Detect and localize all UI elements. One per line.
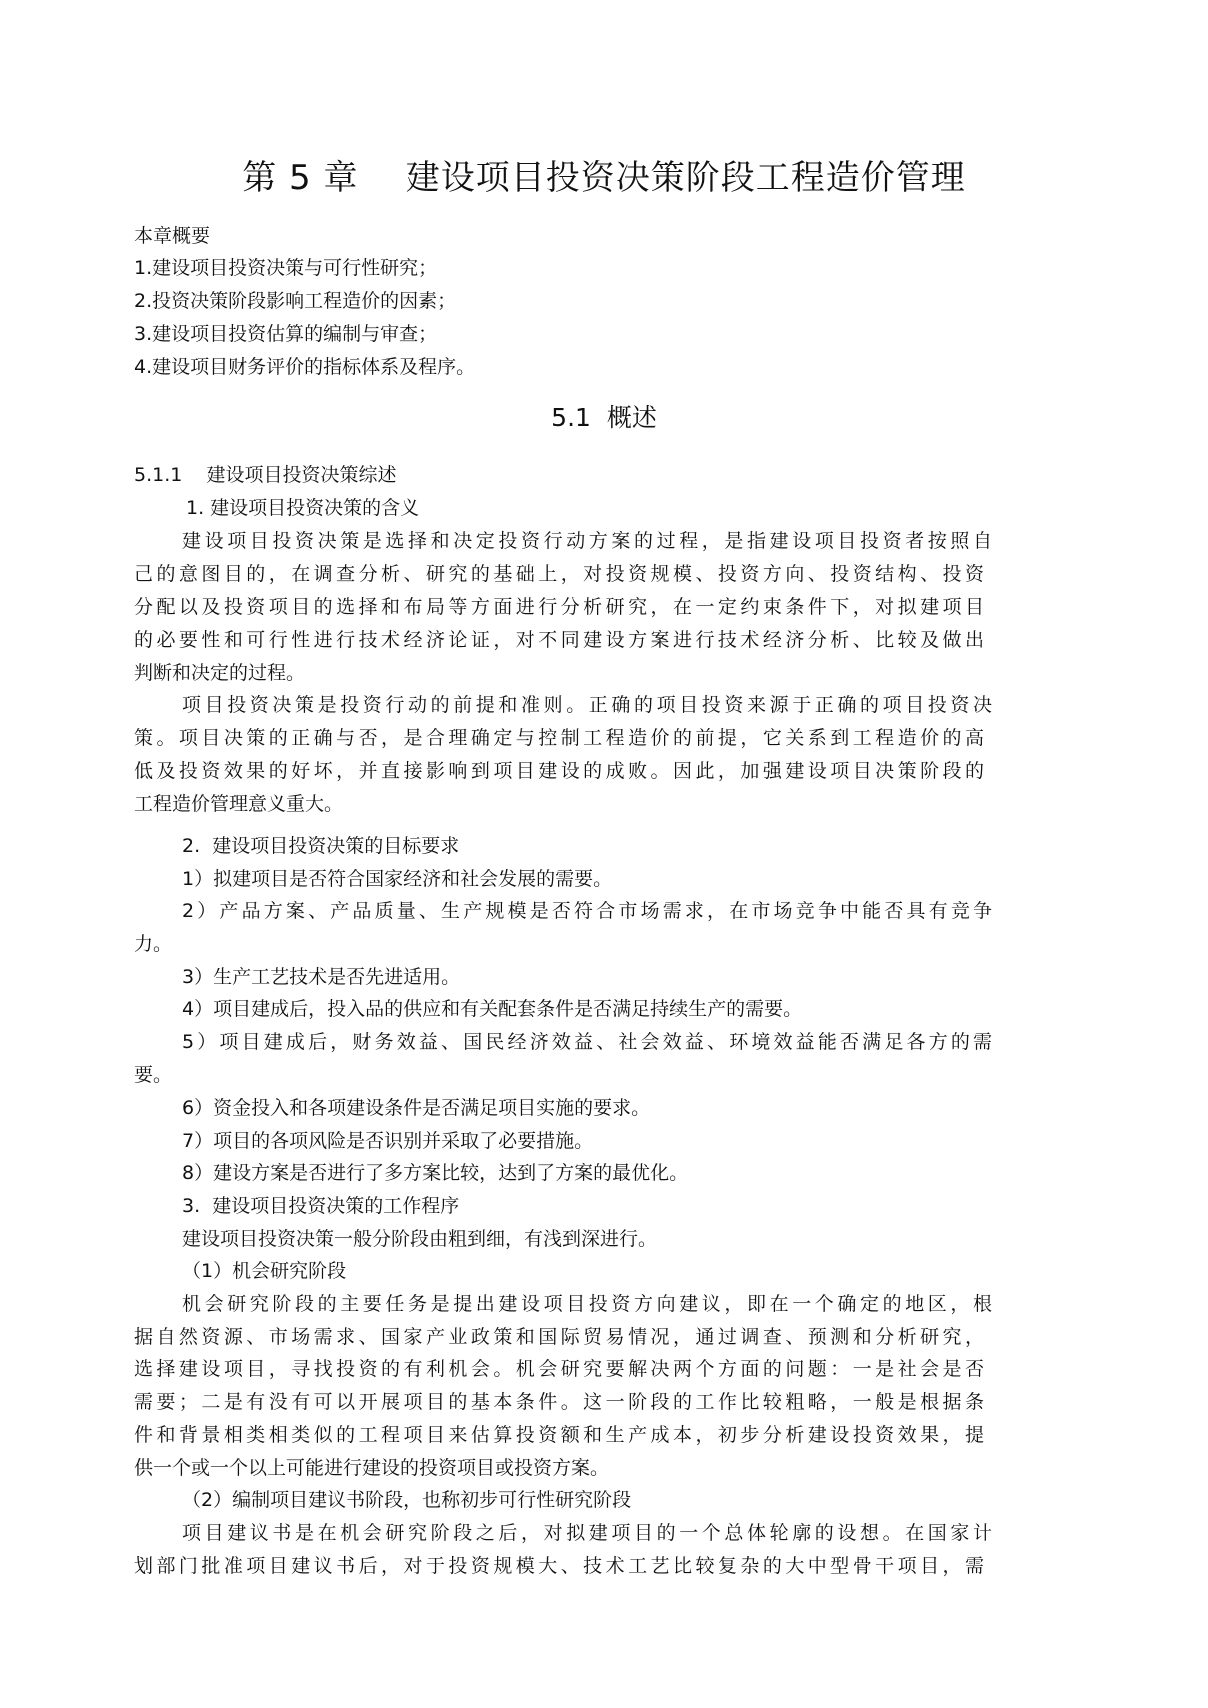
paragraph-line: 判断和决定的过程。 bbox=[134, 662, 306, 684]
subsection-title: 5.1.1 建设项目投资决策综述 bbox=[134, 464, 397, 486]
heading-1: 1. 建设项目投资决策的含义 bbox=[186, 497, 420, 519]
overview-item: 3.建设项目投资估算的编制与审查； bbox=[134, 323, 438, 345]
heading-2: 2. 建设项目投资决策的目标要求 bbox=[182, 835, 460, 857]
requirement-item-cont: 力。 bbox=[134, 933, 173, 955]
overview-item: 2.投资决策阶段影响工程造价的因素； bbox=[134, 290, 457, 312]
paragraph-line: 划部门批准项目建议书后，对于投资规模大、技术工艺比较复杂的大中型骨干项目，需 bbox=[134, 1555, 984, 1577]
stage-heading: （1）机会研究阶段 bbox=[182, 1260, 347, 1282]
section-title: 5.1 概述 bbox=[551, 403, 657, 432]
paragraph-line: 的必要性和可行性进行技术经济论证，对不同建设方案进行技术经济分析、比较及做出 bbox=[134, 629, 984, 651]
stage-heading: （2）编制项目建议书阶段，也称初步可行性研究阶段 bbox=[182, 1489, 632, 1511]
requirement-item: 1）拟建项目是否符合国家经济和社会发展的需要。 bbox=[182, 868, 613, 890]
overview-heading: 本章概要 bbox=[134, 225, 211, 247]
paragraph-line: 己的意图目的，在调查分析、研究的基础上，对投资规模、投资方向、投资结构、投资 bbox=[134, 563, 984, 585]
paragraph-line: 项目投资决策是投资行动的前提和准则。正确的项目投资来源于正确的项目投资决 bbox=[182, 694, 992, 716]
requirement-item: 8）建设方案是否进行了多方案比较，达到了方案的最优化。 bbox=[182, 1162, 689, 1184]
paragraph-line: 低及投资效果的好坏，并直接影响到项目建设的成败。因此，加强建设项目决策阶段的 bbox=[134, 760, 984, 782]
paragraph-line: 选择建设项目，寻找投资的有利机会。机会研究要解决两个方面的问题：一是社会是否 bbox=[134, 1358, 984, 1380]
paragraph-line: 工程造价管理意义重大。 bbox=[134, 793, 344, 815]
paragraph-line: 建设项目投资决策是选择和决定投资行动方案的过程，是指建设项目投资者按照自 bbox=[182, 530, 992, 552]
requirement-item: 5）项目建成后，财务效益、国民经济效益、社会效益、环境效益能否满足各方的需 bbox=[182, 1031, 992, 1053]
requirement-item: 4）项目建成后，投入品的供应和有关配套条件是否满足持续生产的需要。 bbox=[182, 998, 803, 1020]
heading-3: 3. 建设项目投资决策的工作程序 bbox=[182, 1195, 460, 1217]
paragraph-line: 分配以及投资项目的选择和布局等方面进行分析研究，在一定约束条件下，对拟建项目 bbox=[134, 596, 984, 618]
overview-item: 1.建设项目投资决策与可行性研究； bbox=[134, 257, 438, 279]
requirement-item: 2）产品方案、产品质量、生产规模是否符合市场需求，在市场竞争中能否具有竞争 bbox=[182, 900, 992, 922]
requirement-item: 3）生产工艺技术是否先进适用。 bbox=[182, 966, 461, 988]
paragraph-line: 项目建议书是在机会研究阶段之后，对拟建项目的一个总体轮廓的设想。在国家计 bbox=[182, 1522, 992, 1544]
requirement-item: 6）资金投入和各项建设条件是否满足项目实施的要求。 bbox=[182, 1097, 651, 1119]
paragraph-line: 机会研究阶段的主要任务是提出建设项目投资方向建议，即在一个确定的地区，根 bbox=[182, 1293, 992, 1315]
paragraph-line: 件和背景相类相类似的工程项目来估算投资额和生产成本，初步分析建设投资效果，提 bbox=[134, 1424, 984, 1446]
requirement-item-cont: 要。 bbox=[134, 1064, 173, 1086]
paragraph-line: 策。项目决策的正确与否，是合理确定与控制工程造价的前提，它关系到工程造价的高 bbox=[134, 727, 984, 749]
chapter-title: 第 5 章 建设项目投资决策阶段工程造价管理 bbox=[242, 158, 966, 198]
requirement-item: 7）项目的各项风险是否识别并采取了必要措施。 bbox=[182, 1130, 594, 1152]
paragraph-line: 据自然资源、市场需求、国家产业政策和国际贸易情况，通过调查、预测和分析研究， bbox=[134, 1326, 984, 1348]
paragraph-line: 供一个或一个以上可能进行建设的投资项目或投资方案。 bbox=[134, 1457, 610, 1479]
overview-item: 4.建设项目财务评价的指标体系及程序。 bbox=[134, 356, 476, 378]
paragraph-line: 需要；二是有没有可以开展项目的基本条件。这一阶段的工作比较粗略，一般是根据条 bbox=[134, 1391, 984, 1413]
paragraph-line: 建设项目投资决策一般分阶段由粗到细，有浅到深进行。 bbox=[182, 1228, 658, 1250]
